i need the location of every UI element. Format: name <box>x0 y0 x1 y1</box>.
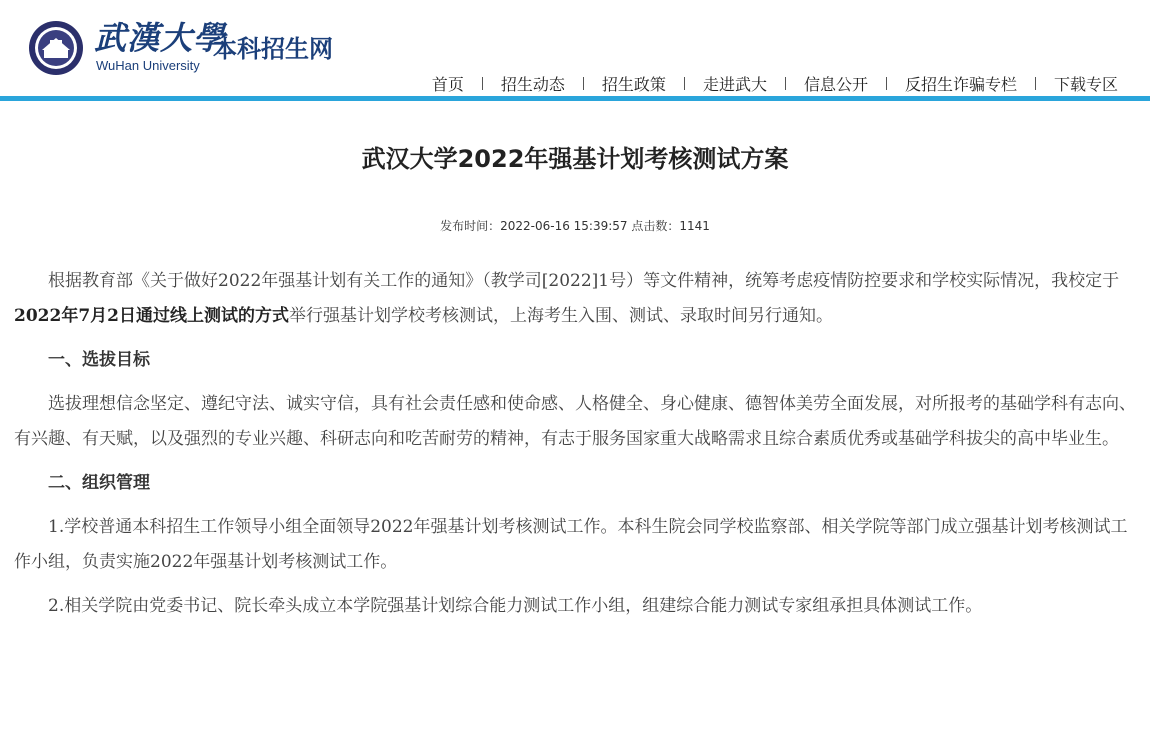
university-seal-icon[interactable] <box>28 20 84 76</box>
nav-divider <box>785 77 786 90</box>
nav-divider <box>684 77 685 90</box>
nav-home[interactable]: 首页 <box>431 75 464 94</box>
nav-divider <box>886 77 887 90</box>
nav-divider <box>583 77 584 90</box>
nav-divider <box>482 77 483 90</box>
logo-script: 武漢大學 <box>94 19 227 57</box>
main-nav <box>432 72 1118 95</box>
article-body <box>14 264 1136 633</box>
section-heading: 一、选拔目标 <box>48 350 150 370</box>
logo-english: WuHan University <box>96 58 200 73</box>
paragraph-text: 举行强基计划学校考核测试，上海考生入围、测试、录取时间另行通知。 <box>288 306 833 326</box>
nav-divider <box>1035 77 1036 90</box>
article-paragraph <box>14 264 1136 334</box>
site-header <box>0 0 1150 100</box>
article-paragraph: 1.学校普通本科招生工作领导小组全面领导2022年强基计划考核测试工作。本科生院会同学校监察部、相关学院等部门成立强基计划考核测试工作小组，负责实施2022年强基计划考核测试工作。 <box>14 517 1128 572</box>
nav-anti-fraud[interactable]: 反招生诈骗专栏 <box>904 75 1017 94</box>
nav-downloads[interactable]: 下载专区 <box>1053 75 1118 94</box>
nav-about-whu[interactable]: 走进武大 <box>702 75 767 94</box>
article-title: 武汉大学2022年强基计划考核测试方案 <box>361 145 789 173</box>
article-paragraph: 选拔理想信念坚定、遵纪守法、诚实守信，具有社会责任感和使命感、人格健全、身心健康、德智体美劳全面发展，对所报考的基础学科有志向、有兴趣、有天赋，以及强烈的专业兴趣、科研志向和吃苦耐劳的精神，有志于服务国家重大战略需求且综合素质优秀或基础学科拔尖的高中毕业生。 <box>14 394 1136 449</box>
article-paragraph: 2.相关学院由党委书记、院长牵头成立本学院强基计划综合能力测试工作小组，组建综合能力测试专家组承担具体测试工作。 <box>48 596 983 616</box>
header-accent-bar <box>0 96 1150 101</box>
nav-admission-news[interactable]: 招生动态 <box>500 75 565 94</box>
nav-info-disclosure[interactable]: 信息公开 <box>803 75 868 94</box>
paragraph-bold-text: 2022年7月2日通过线上测试的方式 <box>14 306 289 326</box>
article-meta: 发布时间：2022-06-16 15:39:57 点击数：1141 <box>440 219 710 233</box>
paragraph-text: 根据教育部《关于做好2022年强基计划有关工作的通知》（教学司[2022]1号）等文件精神，统筹考虑疫情防控要求和学校实际情况，我校定于 <box>48 271 1120 291</box>
site-name[interactable]: 本科招生网 <box>213 35 333 63</box>
section-heading: 二、组织管理 <box>48 473 150 493</box>
nav-admission-policy[interactable]: 招生政策 <box>601 75 666 94</box>
